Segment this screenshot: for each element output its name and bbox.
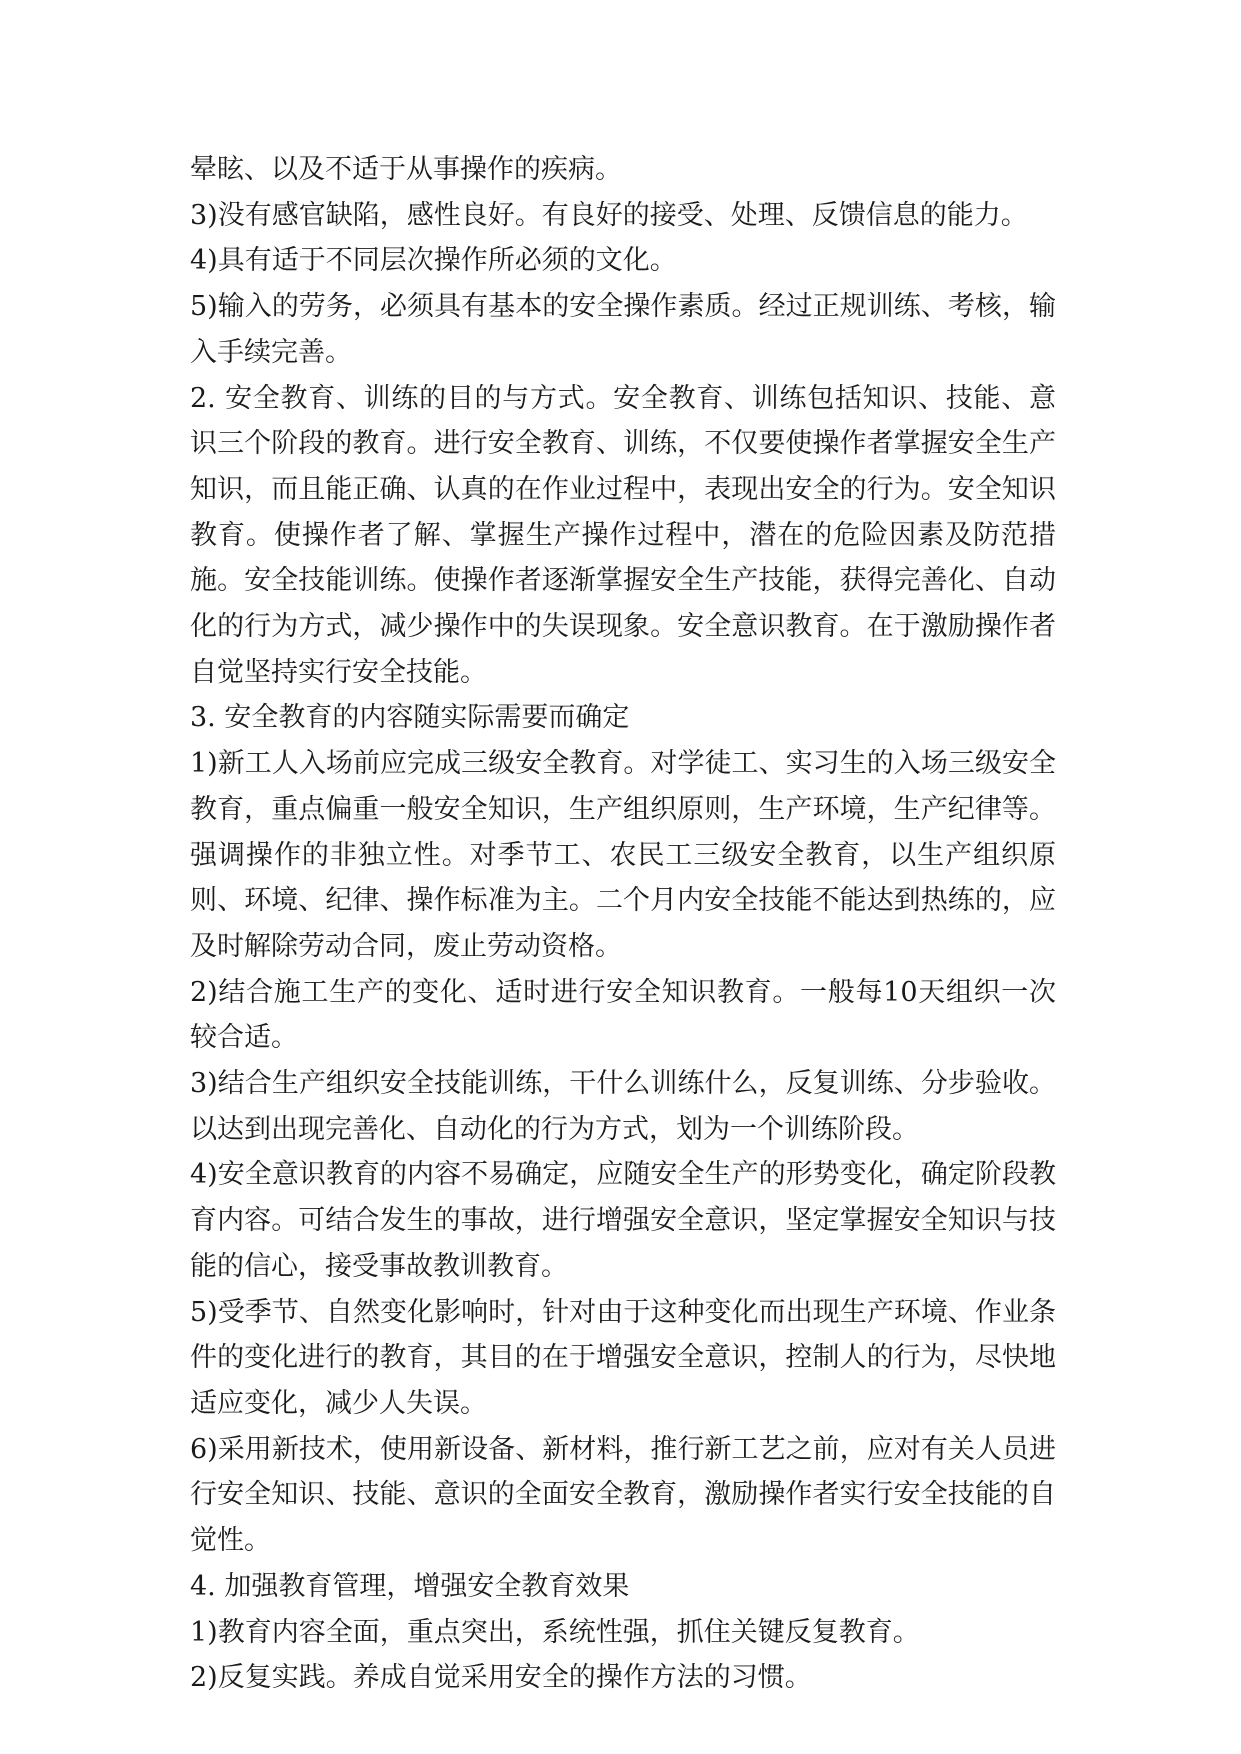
paragraph-item-5-labor: 5)输入的劳务，必须具有基本的安全操作素质。经过正规训练、考核，输入手续完善。	[190, 291, 1056, 368]
section-4-heading: 4. 加强教育管理，增强安全教育效果	[190, 1570, 630, 1602]
section-4-item-1: 1)教育内容全面，重点突出，系统性强，抓住关键反复教育。	[190, 1616, 920, 1648]
paragraph-illness-continuation: 晕眩、以及不适于从事操作的疾病。	[190, 154, 622, 185]
document-body	[190, 147, 1056, 1701]
section-3-item-2: 2)结合施工生产的变化、适时进行安全知识教育。一般每10天组织一次较合适。	[190, 976, 1056, 1054]
paragraph-item-4-culture: 4)具有适于不同层次操作所必须的文化。	[190, 245, 677, 277]
section-3-item-3: 3)结合生产组织安全技能训练，干什么训练什么，反复训练、分步验收。以达到出现完善化、自动化的行为方式，划为一个训练阶段。	[190, 1068, 1056, 1145]
section-3-heading: 3. 安全教育的内容随实际需要而确定	[190, 702, 630, 734]
section-3-item-4: 4)安全意识教育的内容不易确定，应随安全生产的形势变化，确定阶段教育内容。可结合发生的事故，进行增强安全意识，坚定掌握安全知识与技能的信心，接受事故教训教育。	[190, 1159, 1056, 1282]
paragraph-item-3-senses: 3)没有感官缺陷，感性良好。有良好的接受、处理、反馈信息的能力。	[190, 199, 1028, 231]
section-2-education-purpose: 2. 安全教育、训练的目的与方式。安全教育、训练包括知识、技能、意识三个阶段的教育。进行安全教育、训练，不仅要使操作者掌握安全生产知识，而且能正确、认真的在作业过程中，表现出安全的行为。安全知识教育。使操作者了解、掌握生产操作过程中，潜在的危险因素及防范措施。安全技能训练。使操作者逐渐掌握安全生产技能，获得完善化、自动化的行为方式，减少操作中的失误现象。安全意识教育。在于激励操作者自觉坚持实行安全技能。	[190, 382, 1056, 688]
section-3-item-6: 6)采用新技术，使用新设备、新材料，推行新工艺之前，应对有关人员进行安全知识、技能、意识的全面安全教育，激励操作者实行安全技能的自觉性。	[190, 1433, 1056, 1557]
section-3-item-5: 5)受季节、自然变化影响时，针对由于这种变化而出现生产环境、作业条件的变化进行的教育，其目的在于增强安全意识，控制人的行为，尽快地适应变化，减少人失误。	[190, 1296, 1056, 1419]
section-4-item-2: 2)反复实践。养成自觉采用安全的操作方法的习惯。	[190, 1662, 812, 1694]
section-3-item-1: 1)新工人入场前应完成三级安全教育。对学徒工、实习生的入场三级安全教育，重点偏重一般安全知识，生产组织原则，生产环境，生产纪律等。强调操作的非独立性。对季节工、农民工三级安全教育，以生产组织原则、环境、纪律、操作标准为主。二个月内安全技能不能达到热练的，应及时解除劳动合同，废止劳动资格。	[190, 748, 1056, 962]
